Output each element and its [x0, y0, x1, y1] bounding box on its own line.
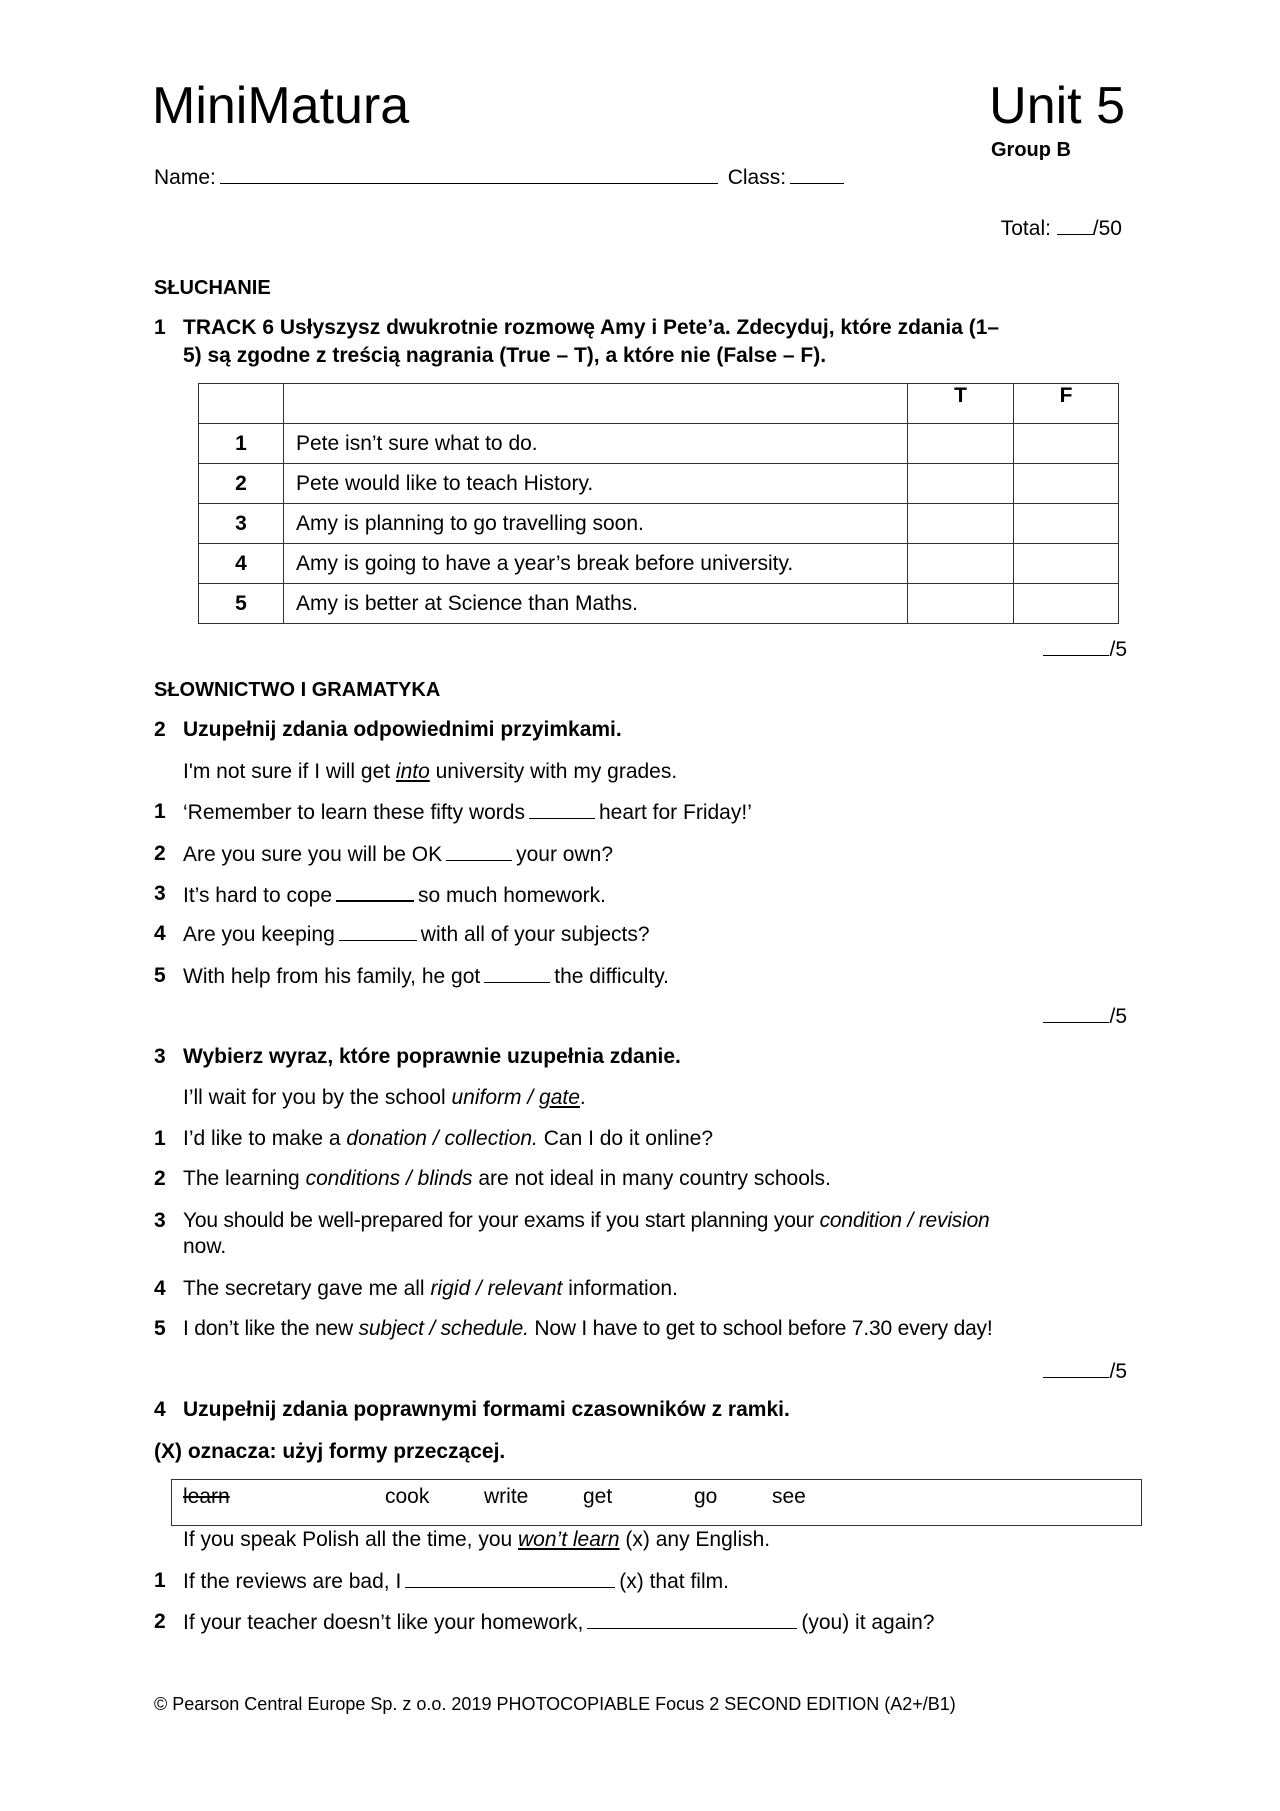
text-segment: /5 [1109, 1005, 1127, 1028]
task-number: 1 [154, 316, 166, 339]
true-false-table [198, 383, 1119, 624]
item-number: 1 [154, 800, 166, 823]
text-segment: / [423, 1317, 441, 1340]
task-instruction: TRACK 6 Usłyszysz dwukrotnie rozmowę Amy i Pete’a. Zdecyduj, które zdania (1– [183, 316, 1000, 339]
text-segment: I'm not sure if I will get [183, 760, 396, 783]
text-segment: uniform [451, 1086, 522, 1109]
table-row [199, 464, 1119, 504]
text-segment: are not ideal in many country schools. [472, 1167, 831, 1190]
answer-blank[interactable] [529, 800, 595, 819]
word-learn-crossed: learn [183, 1485, 230, 1508]
unit-label: Unit 5 [989, 77, 1125, 135]
option-1[interactable]: subject [358, 1317, 424, 1340]
false-cell[interactable] [1014, 504, 1119, 544]
item-number: 2 [154, 1167, 166, 1190]
false-cell[interactable] [1014, 464, 1119, 504]
total-score [1001, 216, 1122, 241]
text-segment: Are you sure you will be OK [183, 843, 443, 866]
word-go: go [694, 1485, 718, 1508]
list-item [183, 922, 650, 947]
text-segment: so much homework. [418, 884, 606, 907]
option-2[interactable]: revision [918, 1209, 990, 1232]
answer-blank[interactable] [446, 842, 512, 861]
text-segment: If the reviews are bad, I [183, 1570, 402, 1593]
text-segment: Now I have to get to school before 7.30 every day! [528, 1317, 993, 1340]
task-instruction: Wybierz wyraz, które poprawnie uzupełnia zdanie. [183, 1045, 681, 1068]
item-number: 4 [154, 1277, 166, 1300]
col-false: F [1014, 384, 1119, 424]
text-segment: The secretary gave me all [183, 1277, 431, 1300]
list-item [183, 1127, 713, 1151]
row-number: 1 [199, 424, 284, 464]
word-see: see [772, 1485, 806, 1508]
text-segment: the difficulty. [554, 965, 670, 988]
answer-blank[interactable] [405, 1569, 615, 1588]
task-instruction-cont: 5) są zgodne z treścią nagrania (True – T), a które nie (False – F). [183, 344, 827, 367]
option-2[interactable]: blinds [417, 1167, 473, 1190]
false-cell[interactable] [1014, 544, 1119, 584]
footer-copyright: © Pearson Central Europe Sp. z o.o. 2019 PHOTOCOPIABLE Focus 2 SECOND EDITION (A2+/B1) [154, 1694, 956, 1714]
total-label: Total: [1000, 217, 1051, 240]
row-statement: Pete isn’t sure what to do. [284, 424, 908, 464]
text-segment: With help from his family, he got [183, 965, 481, 988]
row-number: 5 [199, 584, 284, 624]
row-number: 2 [199, 464, 284, 504]
text-segment: (x) that film. [619, 1570, 729, 1593]
text-segment: . [579, 1086, 586, 1109]
row-statement: Amy is better at Science than Maths. [284, 584, 908, 624]
answer-blank[interactable] [484, 964, 550, 983]
text-segment: I don’t like the new [183, 1317, 359, 1340]
text-segment: / [901, 1209, 919, 1232]
text-segment: I’d like to make a [183, 1127, 347, 1150]
text-segment: If you speak Polish all the time, you [183, 1528, 519, 1551]
task3-score [1043, 1359, 1127, 1384]
item-number: 2 [154, 842, 166, 865]
row-statement: Pete would like to teach History. [284, 464, 908, 504]
item-number: 1 [154, 1127, 166, 1150]
text-segment: / [426, 1127, 445, 1150]
row-statement: Amy is going to have a year’s break before university. [284, 544, 908, 584]
task2-score [1043, 1004, 1127, 1029]
false-cell[interactable] [1014, 584, 1119, 624]
example-sentence [183, 760, 677, 784]
option-1[interactable]: rigid [430, 1277, 471, 1300]
total-blank[interactable] [1057, 216, 1093, 235]
text-segment: Are you keeping [183, 923, 335, 946]
word-cook: cook [385, 1485, 430, 1508]
class-label: Class: [727, 166, 787, 189]
list-item [183, 800, 752, 825]
word-box [171, 1479, 1142, 1526]
list-item [183, 1277, 678, 1301]
answer-blank[interactable] [587, 1610, 797, 1629]
table-row [199, 424, 1119, 464]
score-blank[interactable] [1043, 1359, 1109, 1378]
total-max: /50 [1092, 217, 1122, 240]
answer-blank[interactable] [336, 882, 414, 902]
row-number: 3 [199, 504, 284, 544]
class-blank[interactable] [790, 165, 844, 184]
text-segment: If your teacher doesn’t like your homework, [183, 1611, 584, 1634]
text-segment: with all of your subjects? [420, 923, 650, 946]
name-blank[interactable] [220, 165, 718, 184]
text-segment: your own? [516, 843, 614, 866]
text-segment: ‘Remember to learn these fifty words [183, 801, 525, 824]
item-number: 3 [154, 1209, 166, 1232]
answer-blank[interactable] [339, 922, 417, 941]
table-row [199, 504, 1119, 544]
list-item [183, 1610, 934, 1635]
list-item [183, 1167, 831, 1191]
section-vocab-grammar: SŁOWNICTWO I GRAMATYKA [154, 679, 441, 701]
text-segment: (you) it again? [801, 1611, 935, 1634]
text-segment: /5 [1109, 1360, 1127, 1383]
text-segment: I’ll wait for you by the school [183, 1086, 452, 1109]
list-item [183, 964, 669, 989]
col-true: T [908, 384, 1014, 424]
list-item [183, 1209, 990, 1233]
group-label: Group B [991, 139, 1071, 161]
word-write: write [484, 1485, 529, 1508]
text-segment: university with my grades. [429, 760, 678, 783]
true-cell[interactable] [908, 424, 1014, 464]
text-segment: / [470, 1277, 488, 1300]
true-cell[interactable] [908, 584, 1014, 624]
example-sentence [183, 1528, 770, 1552]
row-statement: Amy is planning to go travelling soon. [284, 504, 908, 544]
table-row [199, 584, 1119, 624]
text-segment: / [521, 1086, 540, 1109]
item-number: 5 [154, 1317, 166, 1340]
text-segment: The learning [183, 1167, 306, 1190]
option-1[interactable]: condition [819, 1209, 902, 1232]
option-2[interactable]: schedule. [440, 1317, 529, 1340]
task-instruction: Uzupełnij zdania odpowiednimi przyimkami. [183, 718, 622, 741]
text-segment: heart for Friday!’ [598, 801, 752, 824]
example-answer: gate [539, 1086, 580, 1109]
task-instruction: Uzupełnij zdania poprawnymi formami czasowników z ramki. [183, 1398, 790, 1421]
true-cell[interactable] [908, 544, 1014, 584]
text-segment: / [400, 1167, 418, 1190]
list-item [183, 842, 613, 867]
list-item-cont: now. [183, 1235, 227, 1258]
task-number: 2 [154, 718, 166, 741]
item-number: 5 [154, 964, 166, 987]
list-item [183, 1569, 729, 1594]
text-segment: It’s hard to cope [183, 884, 333, 907]
text-segment: Can I do it online? [537, 1127, 714, 1150]
option-1[interactable]: conditions [305, 1167, 401, 1190]
true-cell[interactable] [908, 464, 1014, 504]
task-note: (X) oznacza: użyj formy przeczącej. [154, 1440, 506, 1463]
false-cell[interactable] [1014, 424, 1119, 464]
item-number: 4 [154, 922, 166, 945]
section-listening: SŁUCHANIE [154, 277, 271, 299]
example-answer: won’t learn [518, 1528, 620, 1551]
example-answer: into [395, 760, 430, 783]
score-blank[interactable] [1043, 637, 1109, 656]
worksheet-title: MiniMatura [152, 77, 410, 135]
example-sentence [183, 1086, 586, 1110]
true-cell[interactable] [908, 504, 1014, 544]
option-2[interactable]: collection. [444, 1127, 538, 1150]
name-field[interactable] [154, 165, 848, 190]
score-blank[interactable] [1043, 1004, 1109, 1023]
word-get: get [583, 1485, 613, 1508]
table-row [199, 544, 1119, 584]
row-number: 4 [199, 544, 284, 584]
text-segment: (x) any English. [619, 1528, 771, 1551]
text-segment: /5 [1109, 638, 1127, 661]
name-label: Name: [154, 166, 216, 189]
option-1[interactable]: donation [346, 1127, 427, 1150]
text-segment: information. [562, 1277, 678, 1300]
item-number: 3 [154, 882, 166, 905]
item-number: 2 [154, 1610, 166, 1633]
task-number: 4 [154, 1398, 166, 1421]
list-item [183, 882, 606, 908]
table-header-row [199, 384, 1119, 424]
list-item [183, 1317, 992, 1341]
option-2[interactable]: relevant [487, 1277, 563, 1300]
task1-score [1043, 637, 1127, 662]
item-number: 1 [154, 1569, 166, 1592]
text-segment: You should be well-prepared for your exams if you start planning your [183, 1209, 820, 1232]
task-number: 3 [154, 1045, 166, 1068]
